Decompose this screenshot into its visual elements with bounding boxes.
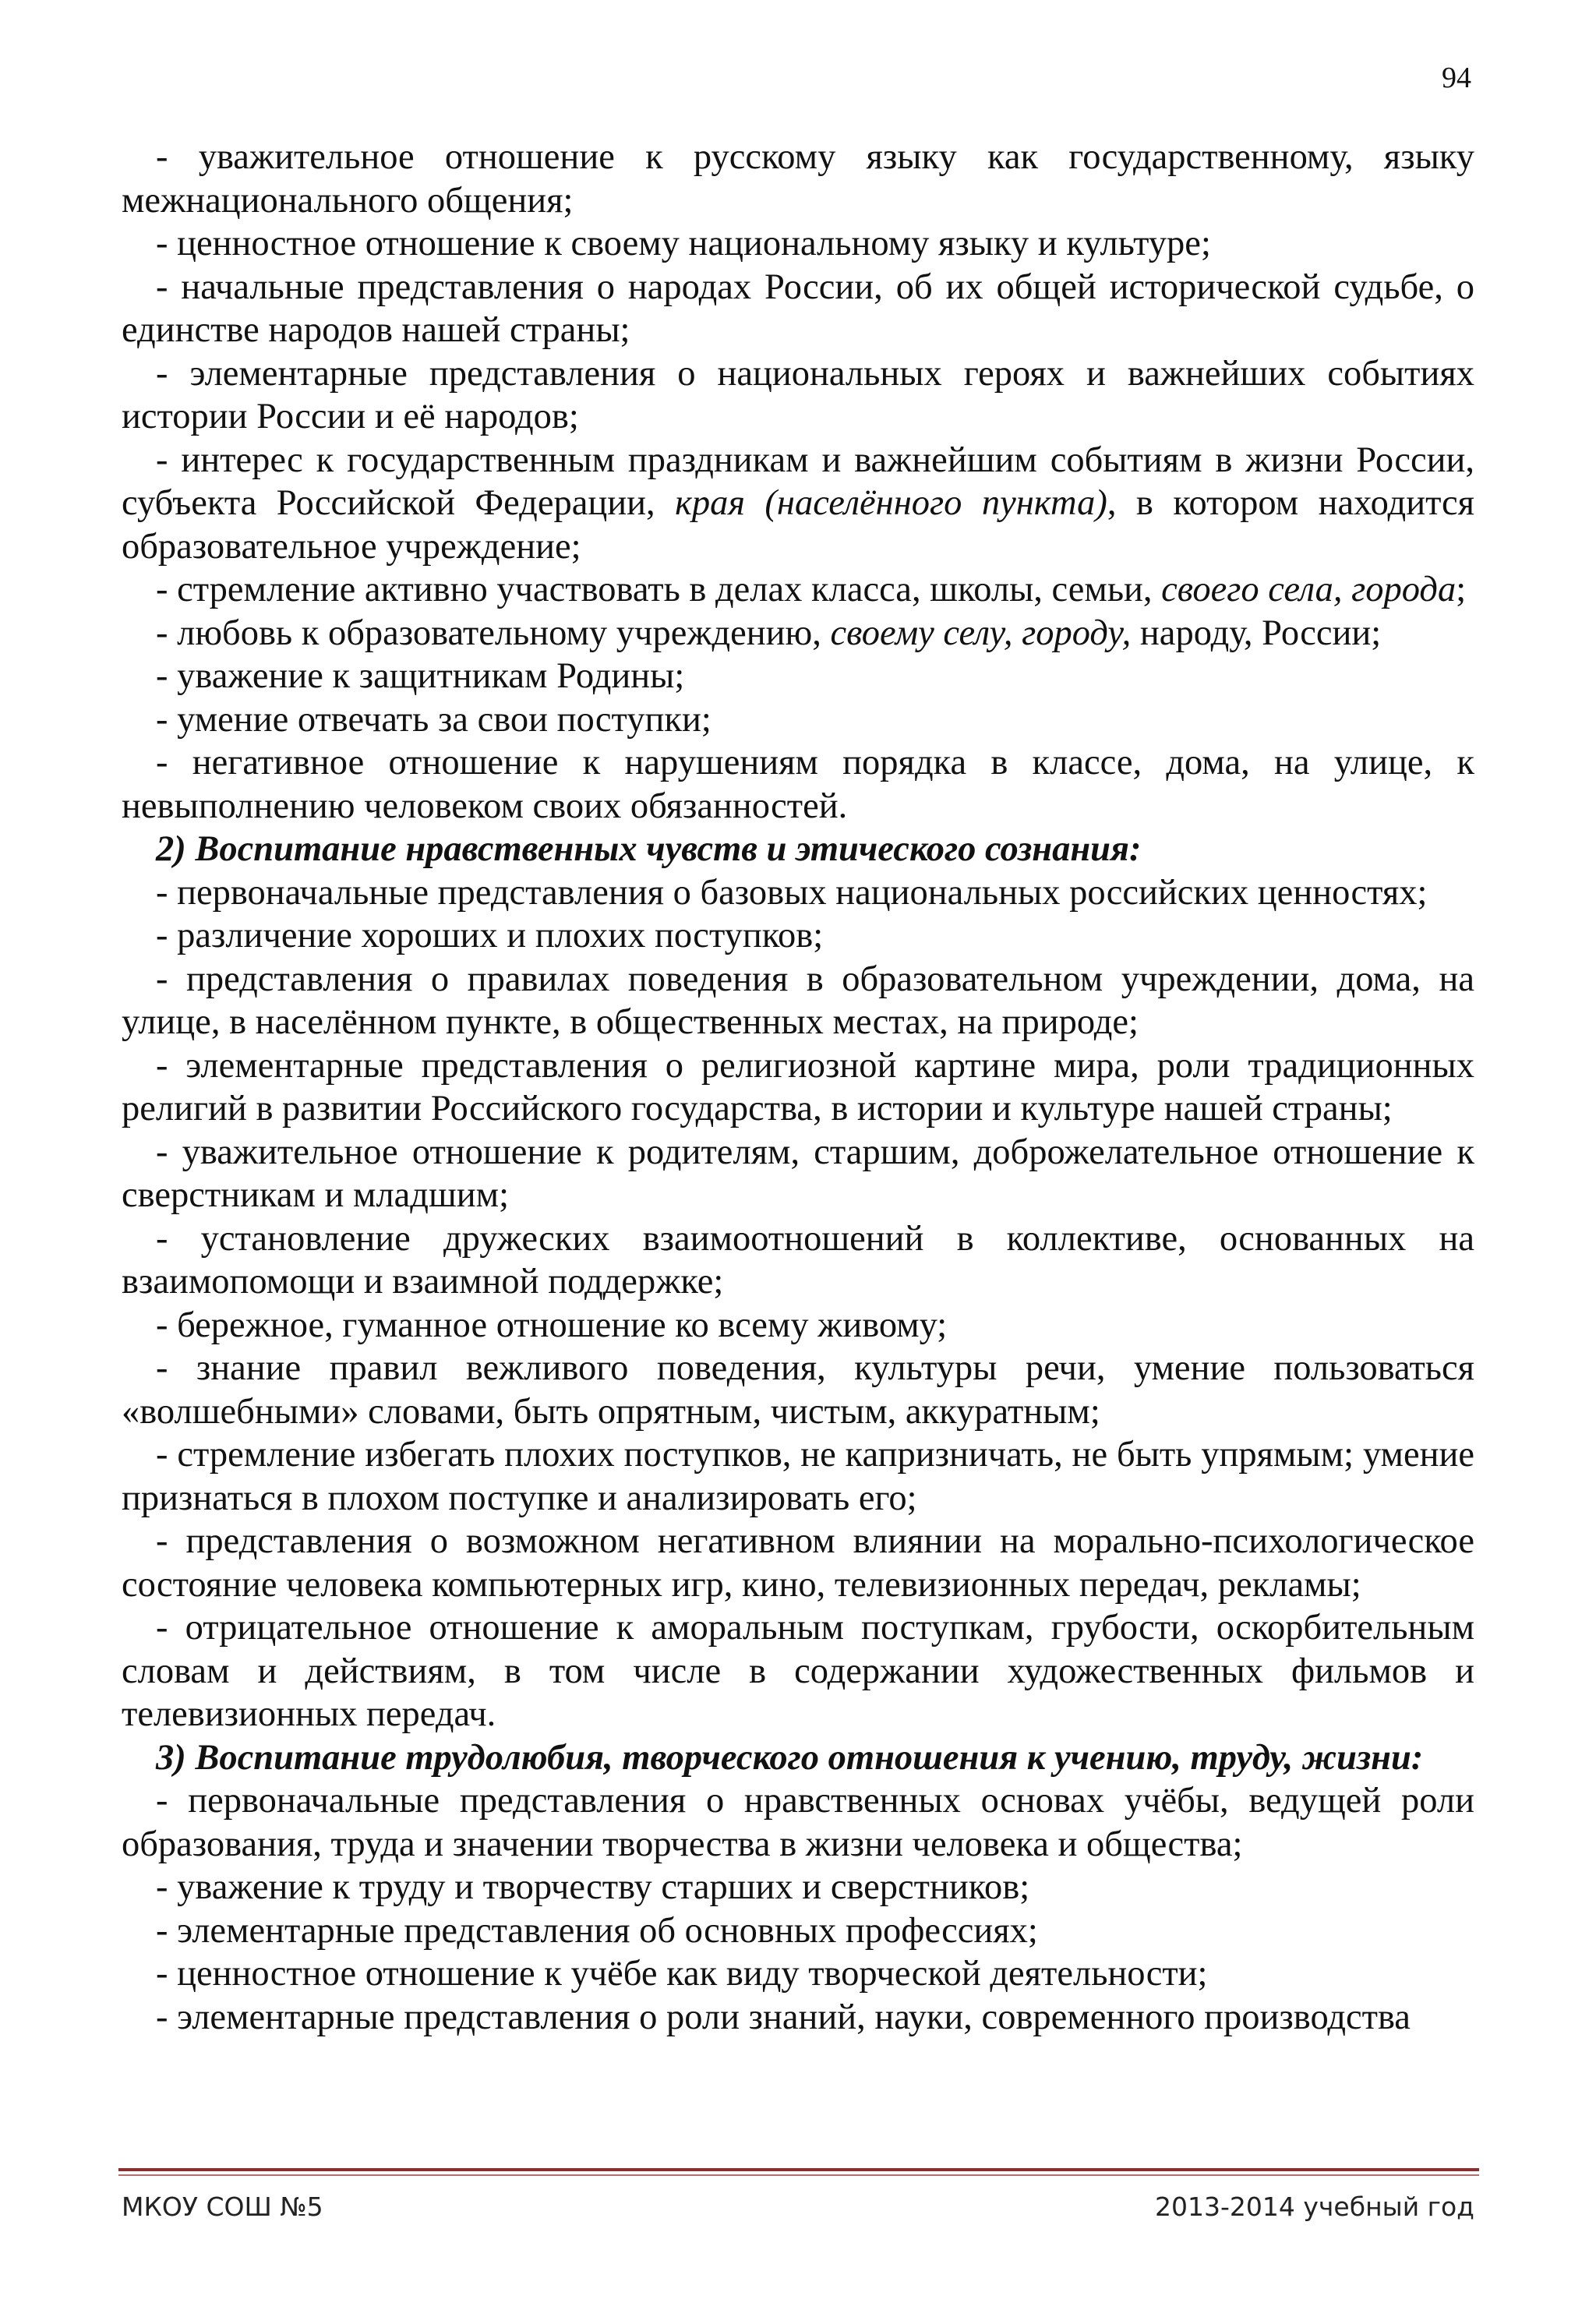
- footer-divider: [118, 2168, 1479, 2171]
- list-item: - элементарные представления об основных профессиях;: [156, 1910, 1038, 1951]
- list-item: - ценностное отношение к учёбе как виду творческой деятельности;: [156, 1954, 1208, 1994]
- text-segment: ;: [1456, 570, 1467, 609]
- text-segment: - интерес к государственным праздникам и важнейшим событиям в жизни России, субъекта Российской Федерации,: [122, 440, 1474, 523]
- section-heading: 3) Воспитание трудолюбия, творческого отношения к учению, труду, жизни:: [156, 1737, 1424, 1778]
- list-item: - элементарные представления о национальных героях и важнейших событиях истории России и её народов;: [122, 353, 1474, 436]
- list-item: - элементарные представления о роли знаний, науки, современного производства: [156, 1997, 1411, 2037]
- list-item: [122, 439, 1474, 569]
- page-number: 94: [1442, 62, 1471, 94]
- section-heading: 2) Воспитание нравственных чувств и этического сознания:: [156, 829, 1142, 869]
- list-item: - стремление избегать плохих поступков, не капризничать, не быть упрямым; умение признаться в плохом поступке и анализировать его;: [122, 1435, 1474, 1518]
- main-text: [122, 136, 1474, 2039]
- italic-text: своему селу, городу,: [830, 613, 1132, 653]
- list-item: - знание правил вежливого поведения, культуры речи, умение пользоваться «волшебными» словами, быть опрятным, чистым, аккуратным;: [122, 1348, 1474, 1432]
- list-item: [122, 612, 1474, 655]
- footer-school-name: МКОУ СОШ №5: [122, 2192, 323, 2222]
- text-segment: народу, России;: [1131, 613, 1382, 653]
- list-item: - различение хороших и плохих поступков;: [156, 916, 824, 955]
- text-segment: - любовь к образовательному учреждению,: [156, 613, 831, 653]
- text-segment: , в котором находится образовательное учреждение;: [122, 483, 1474, 567]
- list-item: - элементарные представления о религиозной картине мира, роли традиционных религий в развитии Российского государства, в истории и культуре нашей страны;: [122, 1045, 1474, 1128]
- list-item: - ценностное отношение к своему национальному языку и культуре;: [156, 224, 1211, 263]
- list-item: [122, 568, 1474, 612]
- list-item: - бережное, гуманное отношение ко всему живому;: [156, 1305, 948, 1345]
- list-item: - первоначальные представления о базовых национальных российских ценностях;: [156, 872, 1428, 913]
- list-item: - начальные представления о народах России, об их общей исторической судьбе, о единстве народов нашей страны;: [122, 267, 1474, 350]
- list-item: - представления о возможном негативном влиянии на морально-психологическое состояние человека компьютерных игр, кино, телевизионных передач, рекламы;: [122, 1521, 1474, 1605]
- list-item: - уважительное отношение к родителям, старшим, доброжелательное отношение к сверстникам и младшим;: [122, 1132, 1474, 1215]
- list-item: - уважение к защитникам Родины;: [156, 656, 685, 696]
- list-item: - уважение к труду и творчеству старших и сверстников;: [156, 1867, 1030, 1907]
- list-item: - уважительное отношение к русскому языку как государственному, языку межнационального общения;: [122, 137, 1474, 221]
- footer-academic-year: 2013-2014 учебный год: [1155, 2192, 1474, 2222]
- list-item: - отрицательное отношение к аморальным поступкам, грубости, оскорбительным словам и действиям, в том числе в содержании художественных фильмов и телевизионных передач.: [122, 1608, 1474, 1734]
- italic-text: своего села, города: [1161, 570, 1457, 609]
- list-item: - первоначальные представления о нравственных основах учёбы, ведущей роли образования, труда и значении творчества в жизни человека и общества;: [122, 1781, 1474, 1864]
- list-item: - негативное отношение к нарушениям порядка в классе, дома, на улице, к невыполнению человеком своих обязанностей.: [122, 743, 1474, 826]
- list-item: - представления о правилах поведения в образовательном учреждении, дома, на улице, в населённом пункте, в общественных местах, на природе;: [122, 959, 1474, 1042]
- list-item: - умение отвечать за свои поступки;: [156, 699, 711, 740]
- list-item: - установление дружеских взаимоотношений в коллективе, основанных на взаимопомощи и взаимной поддержке;: [122, 1218, 1474, 1302]
- text-segment: - стремление активно участвовать в делах класса, школы, семьи,: [156, 570, 1162, 609]
- footer-divider-thin: [118, 2174, 1479, 2176]
- italic-text: края (населённого пункта): [675, 483, 1107, 523]
